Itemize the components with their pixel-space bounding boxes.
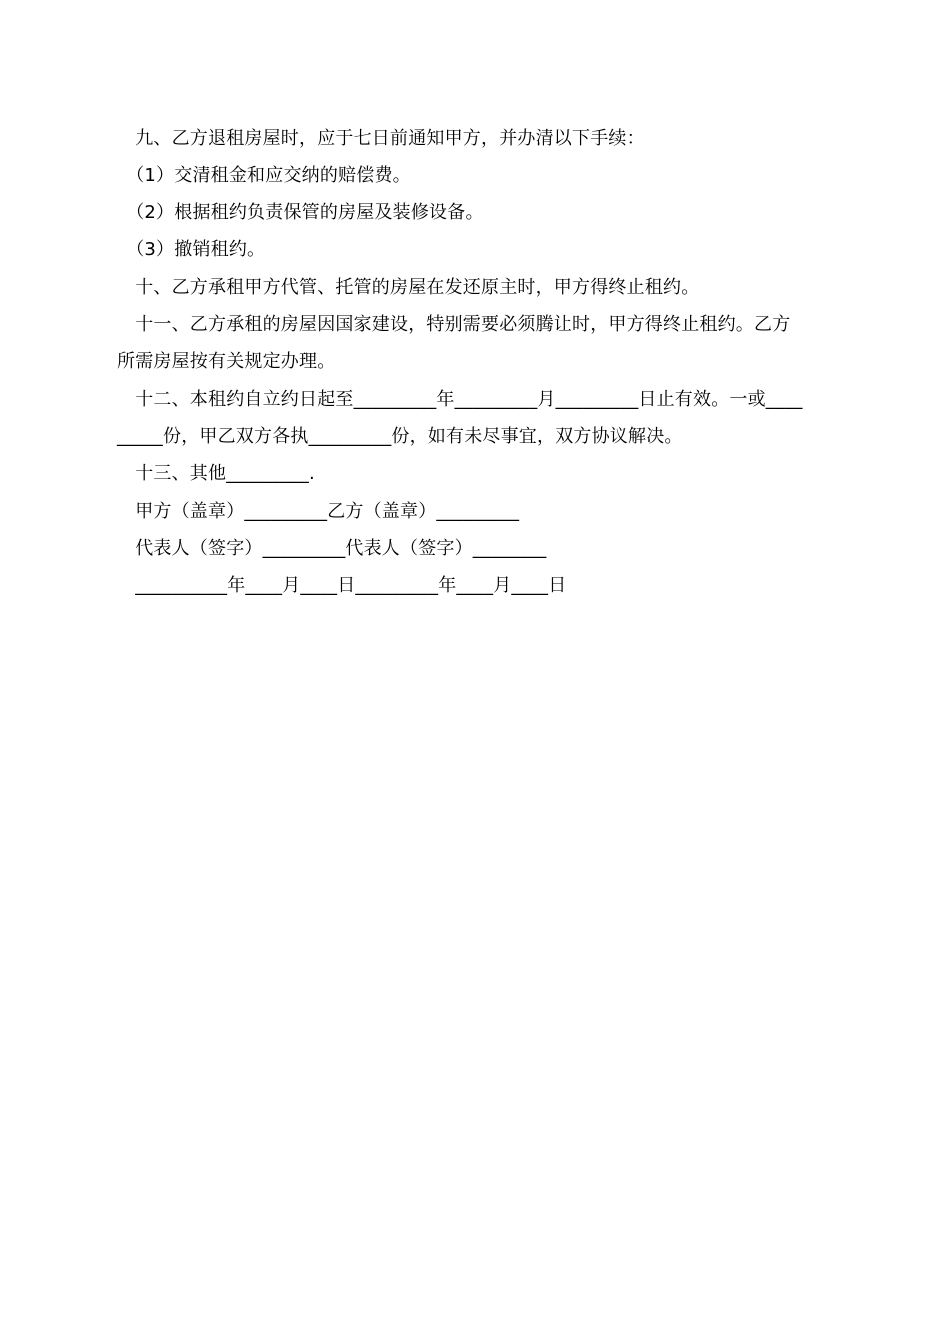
- clause-9-item-3: （3）撤销租约。: [117, 239, 266, 260]
- clause-13: 十三、其他_________.: [117, 463, 315, 484]
- clause-9-item-2: （2）根据租约负责保管的房屋及装修设备。: [117, 202, 484, 223]
- clause-12-line-2: _____份，甲乙双方各执_________份，如有未尽事宜，双方协议解决。: [117, 426, 683, 447]
- clause-9-item-1: （1）交清租金和应交纳的赔偿费。: [117, 165, 411, 186]
- signature-line: 代表人（签字）_________代表人（签字）________: [117, 538, 547, 559]
- date-line: __________年____月____日_________年____月____日: [117, 575, 567, 596]
- clause-9: 九、乙方退租房屋时，应于七日前通知甲方，并办清以下手续：: [117, 128, 645, 149]
- clause-11-line-1: 十一、乙方承租的房屋因国家建设，特别需要必须腾让时，甲方得终止租约。乙方: [117, 314, 791, 335]
- clause-11-line-2: 所需房屋按有关规定办理。: [117, 351, 336, 372]
- clause-12-line-1: 十二、本租约自立约日起至_________年_________月_________日止有效。一或____: [117, 389, 803, 410]
- clause-10: 十、乙方承租甲方代管、托管的房屋在发还原主时，甲方得终止租约。: [117, 277, 700, 298]
- seal-line: 甲方（盖章）_________乙方（盖章）_________: [117, 501, 520, 522]
